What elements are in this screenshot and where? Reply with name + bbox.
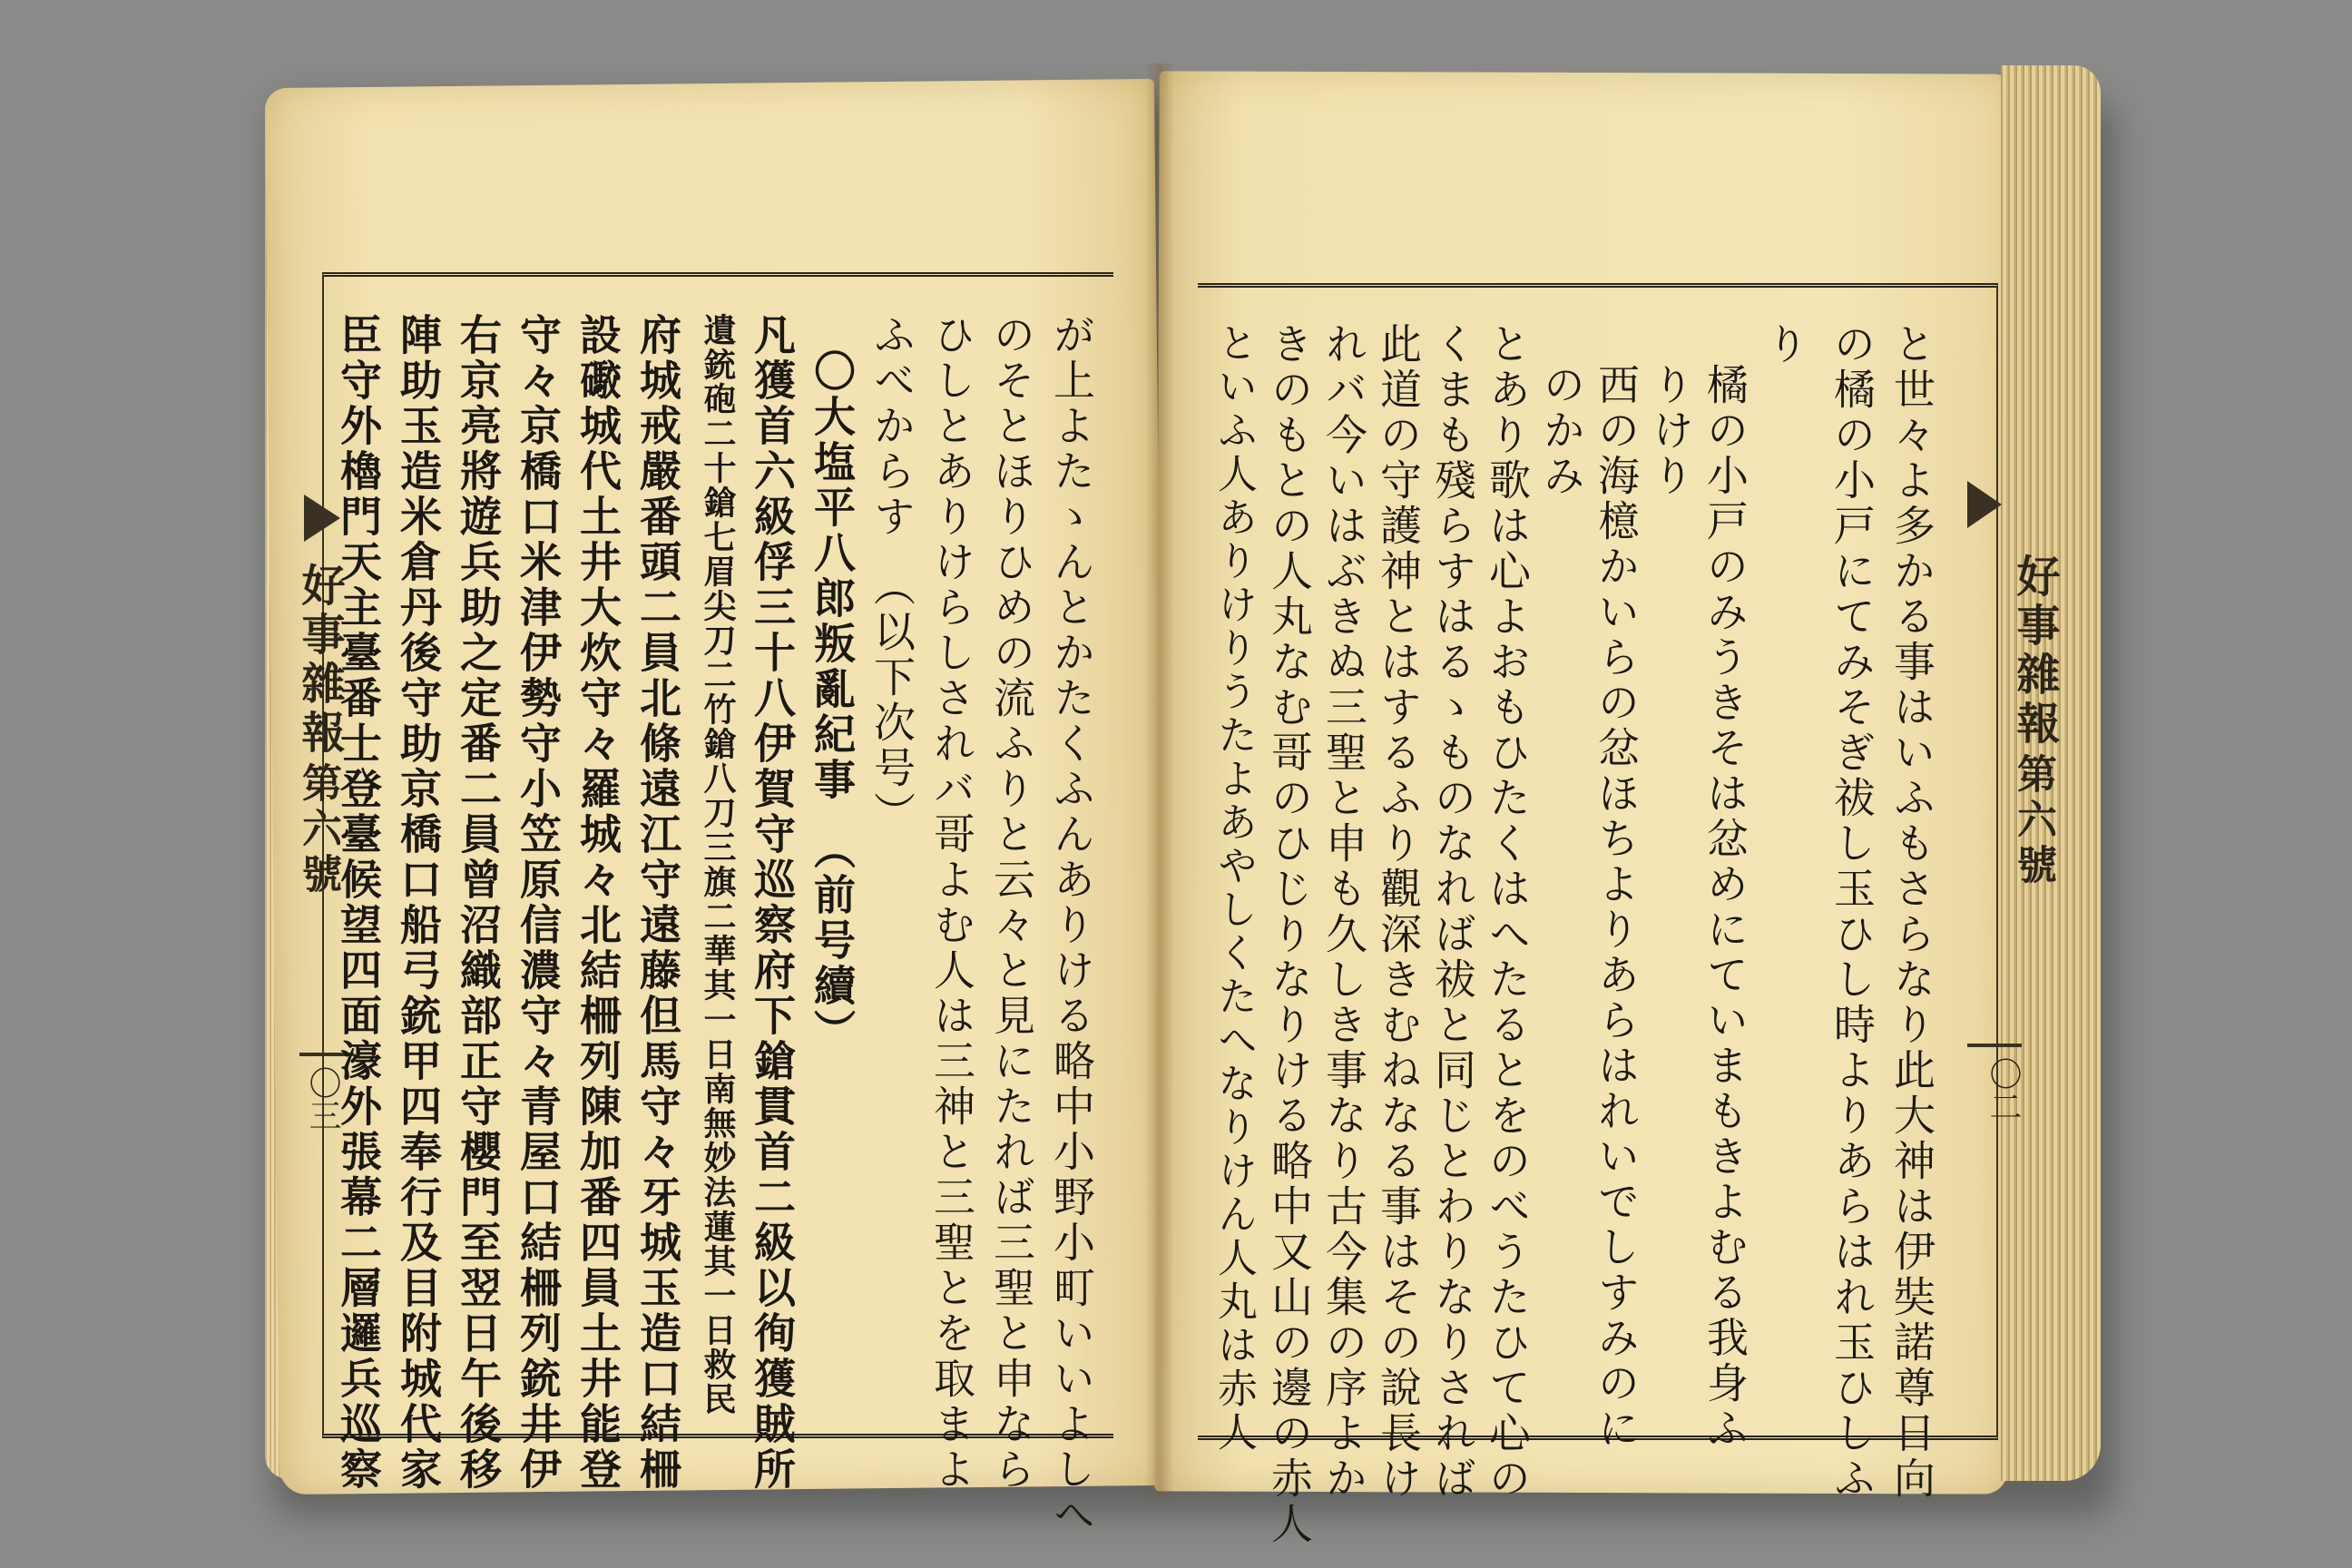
right-text-column: くまも殘らすはるゝものなれば祓と同じとわりなりされば bbox=[1428, 322, 1477, 1502]
right-text-column: 西の海檍かいらの忿ほちよりあらはれいでしすみのに bbox=[1592, 363, 1641, 1452]
right-text-column: 橘の小戸のみうきそは忿めにていまもきよむる我身ふ bbox=[1700, 363, 1749, 1452]
left-text-column: ふべからす （以下次号） bbox=[867, 313, 916, 837]
left-text-column: 臣守外櫓門天主臺番士登臺候望四面濠外張幕二層邏兵巡察 bbox=[334, 313, 383, 1493]
right-text-column: 此道の守護神とはするふり觀深きむねなる事はその說長け bbox=[1374, 322, 1423, 1502]
right-text-column: と世々よ多かる事はいふもさらなり此大神は伊奘諾尊日向 bbox=[1887, 322, 1936, 1502]
book-gutter bbox=[1145, 64, 1174, 1497]
left-text-column: 守々京橋口米津伊勢守小笠原信濃守々青屋口結柵列銃井伊 bbox=[514, 313, 563, 1493]
left-margin-issue: 第六號 bbox=[295, 762, 341, 898]
right-margin-marker bbox=[1967, 481, 2002, 528]
right-margin-rule bbox=[1967, 1044, 2022, 1047]
left-text-column: 遺銃砲二十鎗七眉尖刀二竹鎗八刀三旗二華其一日南無妙法蓮其一日救民 bbox=[699, 313, 737, 1416]
left-text-column: ひしとありけらしされバ哥よむ人は三神と三聖とを取まよ bbox=[927, 313, 976, 1493]
right-text-column: といふ人ありけりうたよあやしくたへなりけん人丸は赤人 bbox=[1210, 322, 1257, 1455]
right-text-column: きのもとの人丸なむ哥のひじりなりける略中又山の邊の赤人 bbox=[1265, 322, 1314, 1547]
right-margin-issue: 第六號 bbox=[2010, 753, 2056, 889]
left-text-column: 右京亮將遊兵助之定番二員曾沼織部正守櫻門至翌日午後移 bbox=[454, 313, 503, 1493]
right-text-column: り bbox=[1760, 322, 1809, 368]
left-margin-title: 好事雜報 bbox=[294, 563, 345, 759]
right-text-column: とあり歌は心よおもひたくはへたるとをのべうたひて心の bbox=[1483, 322, 1532, 1502]
article-heading: 〇大塩平八郎叛亂紀事 （前号續） bbox=[808, 349, 857, 1054]
left-text-column: のそとほりひめの流ふりと云々と見にたれば三聖と申なら bbox=[987, 313, 1036, 1493]
left-text-column: 設礮城代土井大炊守々羅城々北結柵列陳加番四員土井能登 bbox=[573, 313, 622, 1493]
right-margin-title: 好事雜報 bbox=[2009, 554, 2060, 750]
left-text-column: 凡獲首六級俘三十八伊賀守巡察府下鎗貫首二級以徇獲賊所 bbox=[748, 313, 797, 1493]
left-text-column: 府城戒嚴番頭二員北條遠江守遠藤但馬守々牙城玉造口結柵 bbox=[633, 313, 682, 1493]
left-page-number: 〇三 bbox=[304, 1066, 341, 1132]
left-text-column: が上よたゝんとかたくふんありける略中小野小町いいよしへ bbox=[1047, 313, 1096, 1538]
right-page-number: 〇二 bbox=[1984, 1057, 2022, 1122]
right-text-column: のかみ bbox=[1537, 363, 1586, 499]
left-text-column: 陣助玉造米倉丹後守助京橋口船弓銃甲四奉行及目附城代家 bbox=[394, 313, 443, 1493]
right-text-column: れバ今いはぶきぬ三聖と申も久しき事なり古今集の序よか bbox=[1319, 322, 1368, 1502]
right-text-column: りけり bbox=[1646, 363, 1695, 499]
right-text-column: の橘の小戸にてみそぎ祓し玉ひし時よりあらはれ玉ひしふ bbox=[1828, 322, 1877, 1502]
